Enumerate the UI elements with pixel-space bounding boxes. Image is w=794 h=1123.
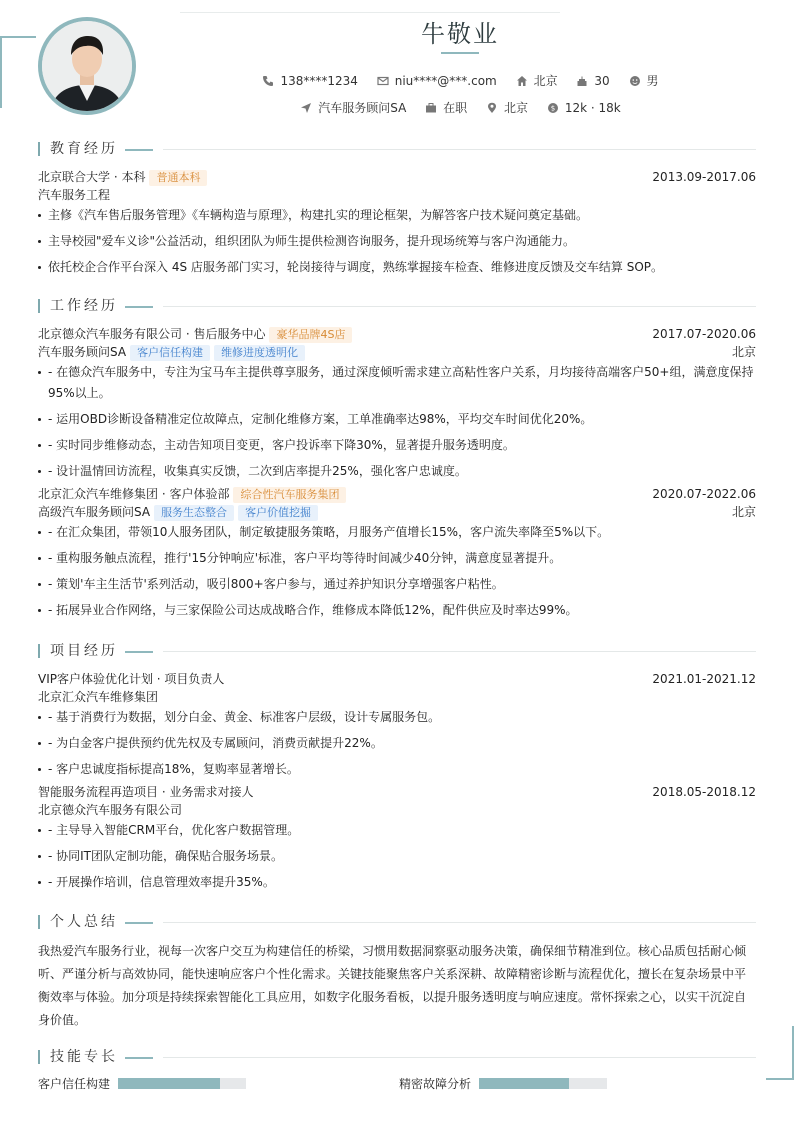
- education-row: [38, 168, 756, 186]
- job-city: 北京: [731, 505, 756, 519]
- contact-row-2: [0, 99, 794, 117]
- summary-section: [38, 912, 756, 1032]
- list-item: - 客户忠诚度指标提高18%，复购率显著增长。: [38, 759, 756, 780]
- phone-icon: [261, 74, 275, 88]
- section-marker: [38, 644, 40, 658]
- section-rule: [163, 149, 756, 150]
- skill-label: 客户信任构建: [38, 1077, 111, 1091]
- project-row: [38, 670, 756, 688]
- work-header: [38, 296, 756, 316]
- skills-list: [38, 1075, 756, 1095]
- list-item: - 在德众汽车服务中，专注为宝马车主提供尊享服务，通过深度倾听需求建立高粘性客户关系，月均接待高端客户50+组，满意度保持95%以上。: [38, 362, 756, 404]
- job-period: 2020.07-2022.06: [652, 487, 756, 501]
- phone-item: [261, 74, 357, 88]
- role: 高级汽车服务顾问SA: [38, 505, 151, 519]
- project-org-row: [38, 688, 756, 706]
- mail-icon: [376, 74, 390, 88]
- job-row: [38, 325, 756, 343]
- project-name: 智能服务流程再造项目 · 业务需求对接人: [38, 785, 254, 799]
- list-item: - 在汇众集团，带领10人服务团队，制定敏捷服务策略，月服务产值增长15%，客户流失率降至5%以下。: [38, 522, 756, 543]
- education-period: 2013.09-2017.06: [652, 170, 756, 184]
- cake-icon: [575, 74, 589, 88]
- section-rule: [163, 651, 756, 652]
- company-name: 北京德众汽车服务有限公司 · 售后服务中心: [38, 327, 266, 341]
- gender-value: 男: [646, 74, 659, 88]
- job-item: [299, 99, 406, 116]
- job-value: 汽车服务顾问SA: [318, 101, 407, 115]
- section-dash: [125, 1057, 153, 1059]
- project-row: [38, 783, 756, 801]
- education-tag: 普通本科: [149, 170, 207, 186]
- top-rule: [180, 12, 560, 13]
- skill-tag: 服务生态整合: [154, 505, 234, 521]
- company-tag: 综合性汽车服务集团: [233, 487, 346, 503]
- school-name: 北京联合大学 · 本科: [38, 170, 146, 184]
- project-period: 2021.01-2021.12: [652, 672, 756, 686]
- work-section: [38, 296, 756, 626]
- section-title: 教育经历: [50, 141, 118, 157]
- list-item: 依托校企合作平台深入 4S 店服务部门实习，轮岗接待与调度，熟练掌握接车检查、维修进度反馈及交车结算 SOP。: [38, 257, 756, 278]
- section-rule: [163, 306, 756, 307]
- role: 汽车服务顾问SA: [38, 345, 127, 359]
- gender-item: [628, 72, 659, 89]
- salary-item: [546, 101, 621, 115]
- skill-bar-fill: [118, 1078, 220, 1089]
- company-name: 北京汇众汽车维修集团 · 客户体验部: [38, 487, 230, 501]
- job-city: 北京: [731, 345, 756, 359]
- age-value: 30: [594, 73, 610, 88]
- person-icon: [628, 74, 642, 88]
- contact-row-1: [0, 72, 794, 90]
- email-value: niu****@***.com: [394, 73, 497, 88]
- job-row: [38, 485, 756, 503]
- job-bullets: [38, 362, 756, 482]
- send-icon: [299, 101, 313, 115]
- project-bullets: [38, 707, 756, 780]
- company-tag: 豪华品牌4S店: [269, 327, 352, 343]
- list-item: 主导校园"爱车义诊"公益活动，组织团队为师生提供检测咨询服务，提升现场统筹与客户沟通能力。: [38, 231, 756, 252]
- list-item: - 拓展异业合作网络，与三家保险公司达成战略合作，维修成本降低12%，配件供应及时率达99%。: [38, 600, 756, 621]
- candidate-name: 牛敬业: [421, 20, 499, 48]
- section-title: 工作经历: [50, 298, 118, 314]
- section-marker: [38, 1050, 40, 1064]
- list-item: - 开展操作培训，信息管理效率提升35%。: [38, 872, 756, 893]
- projects-section: [38, 641, 756, 898]
- skill-bar-fill: [479, 1078, 569, 1089]
- status-value: 在职: [443, 101, 468, 115]
- project-period: 2018.05-2018.12: [652, 785, 756, 799]
- skill-tag: 维修进度透明化: [214, 345, 305, 361]
- name-underline: [441, 52, 479, 54]
- skill-bar: [118, 1078, 246, 1089]
- list-item: - 为白金客户提供预约优先权及专属顾问，消费贡献提升22%。: [38, 733, 756, 754]
- job-period: 2017.07-2020.06: [652, 327, 756, 341]
- section-dash: [125, 306, 153, 308]
- project-org: 北京德众汽车服务有限公司: [38, 803, 183, 817]
- projects-header: [38, 641, 756, 661]
- list-item: - 设计温情回访流程，收集真实反馈，二次到店率提升25%，强化客户忠诚度。: [38, 461, 756, 482]
- skills-header: [38, 1047, 756, 1067]
- status-item: [424, 99, 467, 116]
- home-icon: [515, 74, 529, 88]
- summary-header: [38, 912, 756, 932]
- section-title: 技能专长: [50, 1049, 118, 1065]
- section-title: 个人总结: [50, 914, 118, 930]
- skill-item: [38, 1075, 246, 1092]
- list-item: - 主导导入智能CRM平台，优化客户数据管理。: [38, 820, 756, 841]
- list-item: - 重构服务触点流程，推行'15分钟响应'标准，客户平均等待时间减少40分钟，满意度显著提升。: [38, 548, 756, 569]
- education-bullets: [38, 205, 756, 278]
- section-title: 项目经历: [50, 643, 118, 659]
- skill-label: 精密故障分析: [399, 1077, 472, 1091]
- section-rule: [163, 922, 756, 923]
- skill-tag: 客户价值挖掘: [238, 505, 318, 521]
- section-dash: [125, 651, 153, 653]
- section-dash: [125, 149, 153, 151]
- location-pin-icon: [485, 101, 499, 115]
- education-header: [38, 139, 756, 159]
- section-marker: [38, 142, 40, 156]
- summary-text: 我热爱汽车服务行业，视每一次客户交互为构建信任的桥梁，习惯用数据洞察驱动服务决策，确保细节精准到位。核心品质包括耐心倾听、严谨分析与高效协同，能快速响应客户个性化需求。关键技能聚焦客户关系深耕、故障精密诊断与流程优化，擅长在复杂场景中平衡效率与体验。加分项是持续探索智能化工具应用，如数字化服务看板，以提升服务透明度与响应速度。常怀探索之心，以实干沉淀自身价值。: [38, 944, 747, 1027]
- corner-decoration-bottom-right: [766, 1078, 794, 1080]
- project-bullets: [38, 820, 756, 893]
- svg-text:$: $: [550, 104, 556, 113]
- salary-value: 12k · 18k: [564, 100, 621, 115]
- location-value: 北京: [504, 101, 529, 115]
- location-item: [485, 99, 528, 116]
- home-item: [515, 72, 558, 89]
- skill-bar: [479, 1078, 607, 1089]
- list-item: - 协同IT团队定制功能，确保贴合服务场景。: [38, 846, 756, 867]
- education-section: [38, 139, 756, 283]
- list-item: - 实时同步维修动态，主动告知项目变更，客户投诉率下降30%，显著提升服务透明度。: [38, 435, 756, 456]
- major-row: [38, 186, 756, 204]
- project-org-row: [38, 801, 756, 819]
- list-item: - 基于消费行为数据，划分白金、黄金、标准客户层级，设计专属服务包。: [38, 707, 756, 728]
- section-marker: [38, 299, 40, 313]
- skills-section: [38, 1047, 756, 1095]
- section-dash: [125, 922, 153, 924]
- money-icon: [546, 101, 560, 115]
- email-item: [376, 74, 497, 88]
- project-org: 北京汇众汽车维修集团: [38, 690, 159, 704]
- list-item: 主修《汽车售后服务管理》《车辆构造与原理》，构建扎实的理论框架，为解答客户技术疑问奠定基础。: [38, 205, 756, 226]
- list-item: - 策划'车主生活节'系列活动，吸引800+客户参与，通过养护知识分享增强客户粘性。: [38, 574, 756, 595]
- job-bullets: [38, 522, 756, 621]
- skill-tag: 客户信任构建: [130, 345, 210, 361]
- phone-value: 138****1234: [280, 73, 358, 88]
- home-value: 北京: [533, 74, 558, 88]
- section-marker: [38, 915, 40, 929]
- section-rule: [163, 1057, 756, 1058]
- age-item: [575, 74, 609, 88]
- briefcase-icon: [424, 101, 438, 115]
- skill-item: [399, 1075, 607, 1092]
- role-row: [38, 503, 756, 521]
- major: 汽车服务工程: [38, 188, 111, 202]
- project-name: VIP客户体验优化计划 · 项目负责人: [38, 672, 225, 686]
- list-item: - 运用OBD诊断设备精准定位故障点，定制化维修方案，工单准确率达98%，平均交车时间优化20%。: [38, 409, 756, 430]
- role-row: [38, 343, 756, 361]
